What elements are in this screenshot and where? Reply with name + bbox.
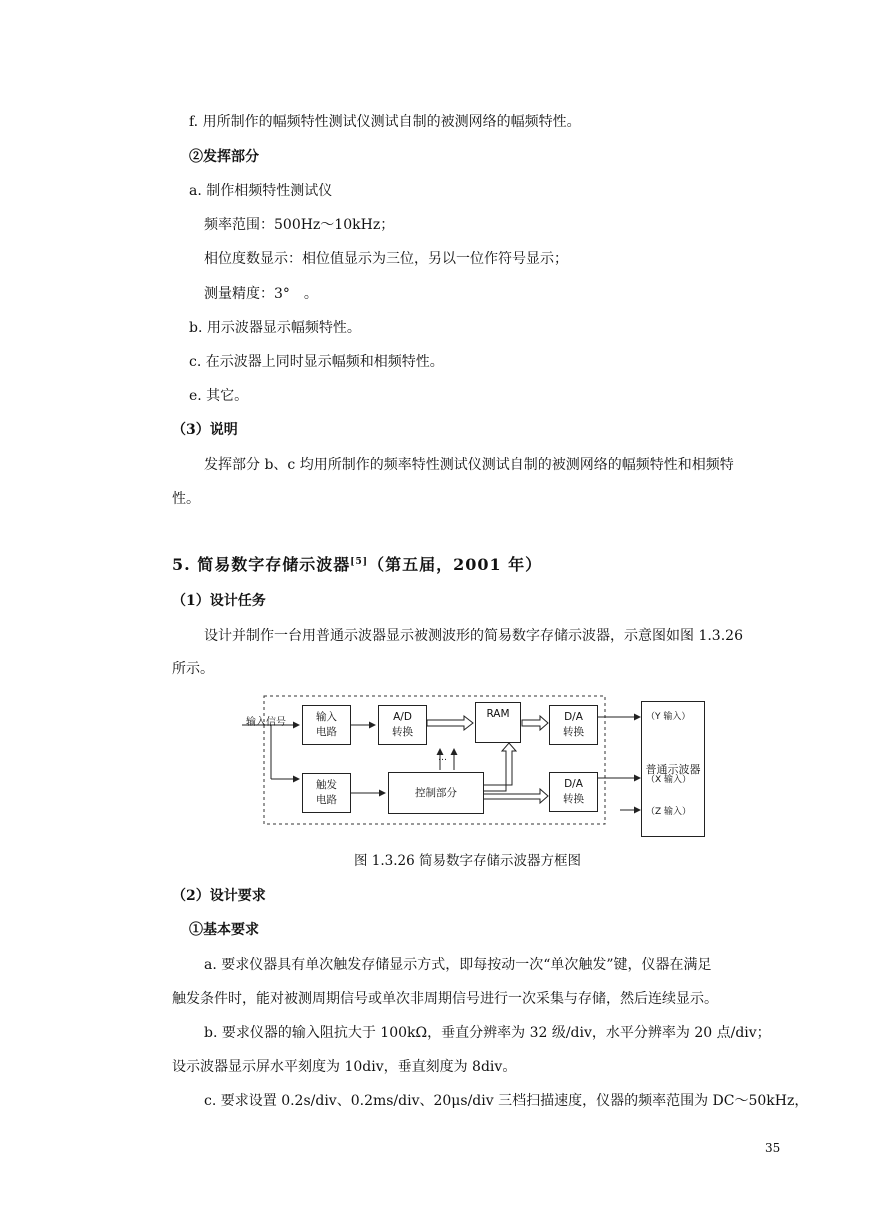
req-a-line-2: 触发条件时，能对被测周期信号或单次非周期信号进行一次采集与存储，然后连续显示。	[172, 991, 718, 1007]
item-c: c. 在示波器上同时显示幅频和相频特性。	[189, 354, 444, 370]
block-da2-l1: D/A	[564, 778, 583, 790]
block-ad-l2: 转换	[392, 726, 413, 738]
heading-shuoming: （3）说明	[172, 422, 238, 438]
phase-display: 相位度数显示：相位值显示为三位，另以一位作符号显示；	[204, 251, 568, 267]
label-z-input: （Z 输入）	[646, 807, 692, 817]
label-dots: …	[438, 753, 447, 763]
item-e: e. 其它。	[189, 388, 249, 404]
shuoming-para-2: 性。	[172, 491, 200, 507]
block-trigger-circuit	[302, 773, 351, 813]
block-oscilloscope-label: 普通示波器	[645, 762, 701, 776]
section-title-ref: [5]	[350, 557, 369, 567]
label-y-input: （Y 输入）	[646, 712, 691, 722]
block-da2-l2: 转换	[563, 793, 584, 805]
item-b: b. 用示波器显示幅频特性。	[189, 320, 361, 336]
req-b-line-2: 设示波器显示屏水平刻度为 10div，垂直刻度为 8div。	[172, 1059, 517, 1075]
block-da1-l1: D/A	[564, 711, 583, 723]
shuoming-para-1: 发挥部分 b、c 均用所制作的频率特性测试仪测试自制的被测网络的幅频特性和相频特	[204, 457, 734, 473]
section-title-main: 5. 简易数字存储示波器	[172, 555, 351, 574]
heading-yaoqiu: （2）设计要求	[172, 888, 266, 904]
req-c-line-1: c. 要求设置 0.2s/div、0.2ms/div、20μs/div 三档扫描速度，仪器的频率范围为 DC～50kHz，	[204, 1093, 809, 1109]
block-ram	[475, 702, 521, 743]
page-number: 35	[765, 1141, 781, 1155]
block-ad-l1: A/D	[393, 711, 412, 723]
item-f: f. 用所制作的幅频特性测试仪测试自制的被测网络的幅频特性。	[189, 114, 581, 130]
block-diagram	[242, 693, 722, 841]
block-ad	[378, 705, 427, 745]
block-trigger-l2: 电路	[316, 794, 337, 806]
section-title-tail: （第五届，2001 年）	[368, 555, 543, 574]
label-x-input: （X 输入）	[646, 775, 692, 785]
figure-caption: 图 1.3.26 简易数字存储示波器方框图	[354, 853, 582, 869]
heading-jiben: ①基本要求	[189, 922, 259, 938]
precision: 测量精度：3° 。	[204, 286, 318, 302]
renwu-para-1: 设计并制作一台用普通示波器显示被测波形的简易数字存储示波器，示意图如图 1.3.26	[204, 628, 743, 644]
block-input-circuit	[302, 705, 351, 745]
block-ram-label: RAM	[486, 708, 510, 720]
block-input-circuit-l2: 电路	[316, 726, 337, 738]
renwu-para-2: 所示。	[172, 661, 214, 677]
req-b-line-1: b. 要求仪器的输入阻抗大于 100kΩ，垂直分辨率为 32 级/div，水平分辨率为 20 点/div；	[204, 1025, 771, 1041]
block-control	[388, 772, 484, 814]
label-input-signal: 输入信号	[246, 717, 286, 728]
req-a-line-1: a. 要求仪器具有单次触发存储显示方式，即每按动一次“单次触发”键，仪器在满足	[204, 957, 712, 973]
block-input-circuit-l1: 输入	[316, 711, 337, 723]
freq-range: 频率范围：500Hz～10kHz；	[204, 217, 395, 233]
block-da1-l2: 转换	[563, 726, 584, 738]
block-da2	[549, 772, 598, 812]
heading-fahui: ②发挥部分	[189, 149, 259, 165]
block-da1	[549, 705, 598, 745]
block-control-label: 控制部分	[415, 786, 457, 799]
block-trigger-l1: 触发	[316, 779, 337, 791]
section-title	[172, 556, 542, 577]
heading-renwu: （1）设计任务	[172, 593, 266, 609]
item-a: a. 制作相频特性测试仪	[189, 183, 333, 199]
